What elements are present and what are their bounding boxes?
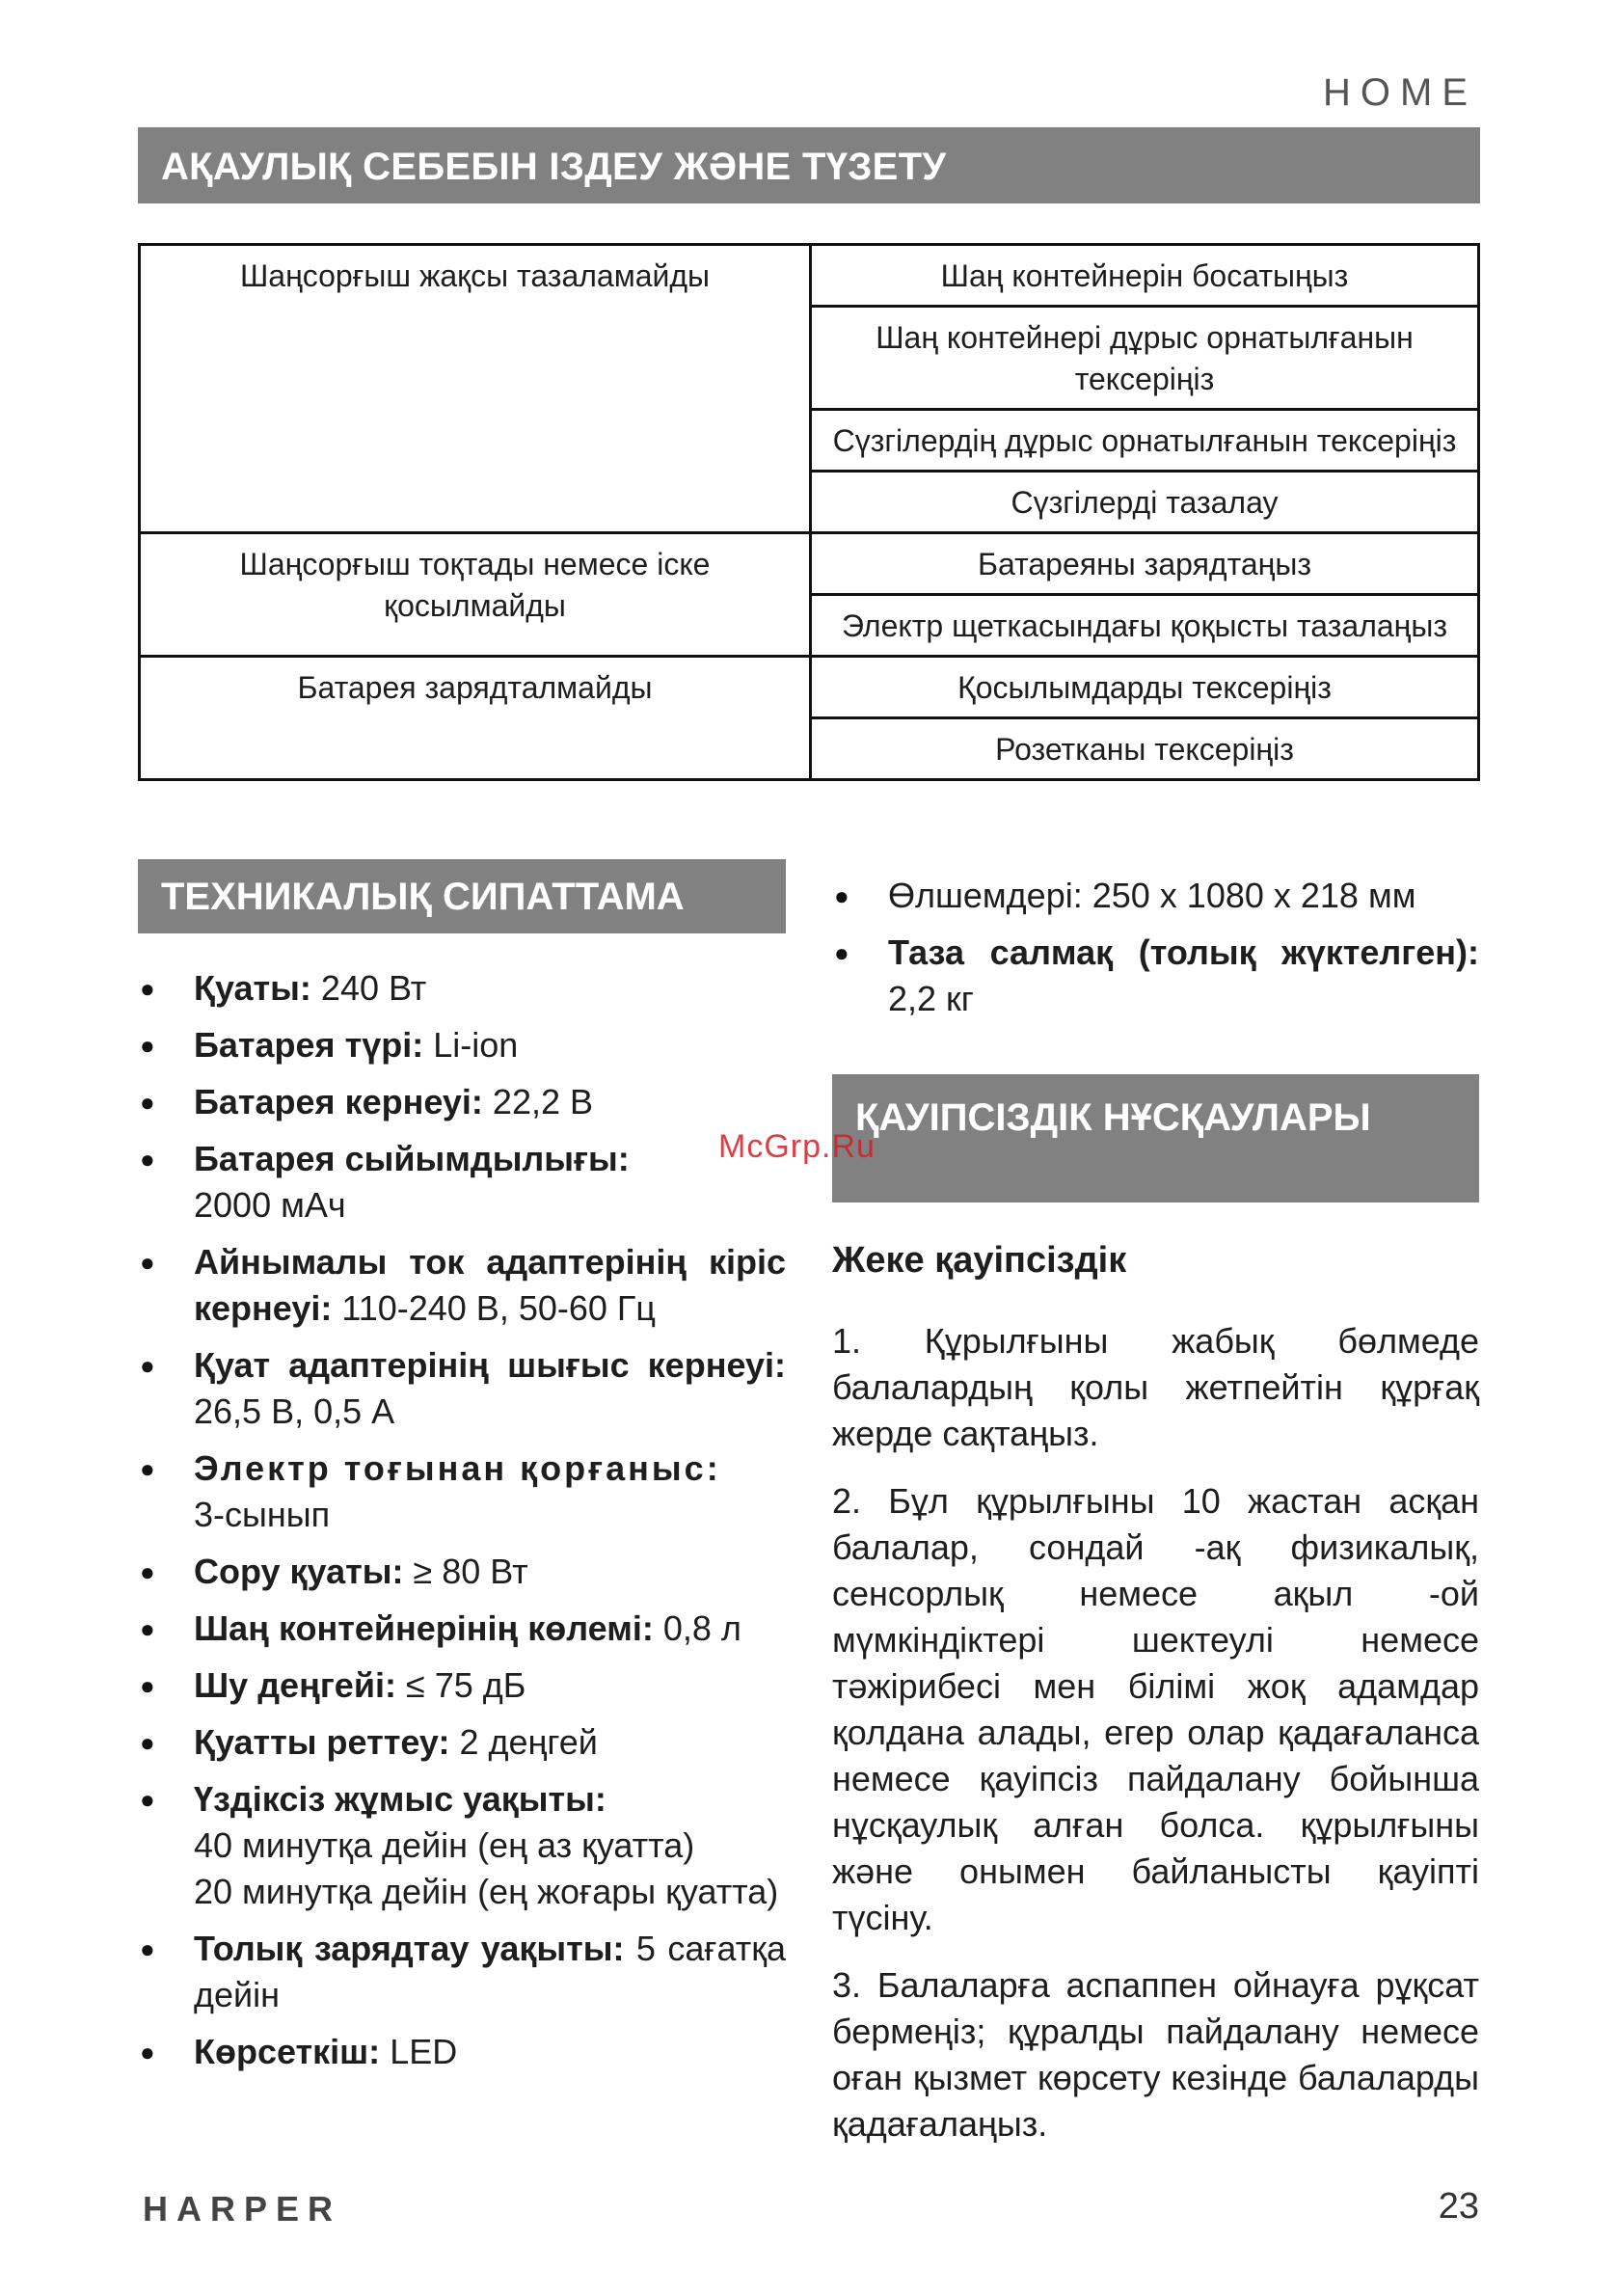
spec-value: 2,2 кг [888,979,974,1018]
spec-label: Қуат адаптерінің шығыс кернеуі: [194,1345,786,1385]
spec-value: ≥ 80 Вт [413,1552,528,1591]
solution-cell: Шаң контейнері дұрыс орнатылғанын тексеріңіз [811,307,1479,410]
spec-item [138,1776,786,1915]
spec-label: Толық зарядтау уақыты: [194,1929,625,1968]
spec-value: 0,8 л [662,1608,741,1648]
safety-paragraph: 2. Бұл құрылғыны 10 жастан асқан балалар, сондай -ақ физикалық, сенсорлық немесе ақыл -ой мүмкіндіктері шектеулі немесе тәжірибесі мен білімі жоқ адамдар қолдана алады, егер олар қадағаланса немесе қауіпсіз пайдалану бойынша нұсқаулық алған болса. құрылғыны және онымен байланысты қауіпті түсіну. [832,1481,1479,1937]
spec-value: 22,2 В [492,1082,594,1121]
spec-label: Қуатты реттеу: [194,1722,450,1762]
right-column [832,873,1479,1033]
table-row [140,533,1479,595]
spec-value: 2000 мАч [194,1185,346,1225]
spec-value: 240 Вт [320,968,427,1008]
spec-item [138,1926,786,2018]
home-logo: HOME [1323,71,1477,114]
safety-section [832,1237,1479,2169]
spec-value: 20 минутқа дейін (ең жоғары қуатта) [194,1872,779,1911]
troubleshooting-table [138,243,1480,781]
spec-item [138,1136,786,1229]
spec-item [138,1342,786,1435]
spec-label: Үздіксіз жұмыс уақыты: [194,1779,606,1819]
problem-cell: Батарея зарядталмайды [140,657,811,780]
solution-cell: Батареяны зарядтаңыз [811,533,1479,595]
spec-value: 3-сынып [194,1495,331,1534]
safety-paragraph: 3. Балаларға аспаппен ойнауға рұқсат бермеңіз; құралды пайдалану немесе оған қызмет көрсету кезінде балаларды қадағалаңыз. [832,1965,1479,2144]
spec-value: ≤ 75 дБ [405,1665,526,1705]
spec-label: Шу деңгейі: [194,1665,396,1705]
tech-specs-list [138,965,786,2086]
spec-label: Таза салмақ (толық жүктелген): [888,932,1479,972]
spec-value: 5 сағатқа дейін [194,1929,786,2014]
spec-value: LED [390,2032,458,2071]
solution-cell: Сүзгілерді тазалау [811,472,1479,533]
spec-item [832,930,1479,1022]
spec-item [138,1719,786,1766]
spec-label: Сору қуаты: [194,1552,404,1591]
spec-value: 40 минутқа дейін (ең аз қуатта) [194,1825,695,1865]
solution-cell: Электр щеткасындағы қоқысты тазалаңыз [811,595,1479,657]
tech-specs-title: ТЕХНИКАЛЫҚ СИПАТТАМА [138,859,786,933]
problem-cell: Шаңсорғыш жақсы тазаламайды [140,245,811,533]
spec-label: Электр тоғынан қорғаныс: [194,1448,721,1488]
spec-label: Қуаты: [194,968,311,1008]
watermark: McGrp.Ru [718,1128,876,1165]
solution-cell: Қосылымдарды тексеріңіз [811,657,1479,718]
spec-label: Шаң контейнерінің көлемі: [194,1608,654,1648]
spec-label: Батарея кернеуі: [194,1082,483,1121]
spec-item [138,1549,786,1595]
safety-paragraph: 1. Құрылғыны жабық бөлмеде балалардың қолы жетпейтін құрғақ жерде сақтаңыз. [832,1321,1479,1453]
spec-value: 110-240 В, 50-60 Гц [341,1288,657,1328]
spec-label: Өлшемдері: [888,876,1083,915]
page-number: 23 [1438,2186,1479,2227]
table-row [140,245,1479,307]
safety-subtitle: Жеке қауіпсіздік [832,1240,1127,1281]
spec-item [138,1022,786,1068]
spec-value: 2 деңгей [459,1722,598,1762]
spec-label: Батарея түрі: [194,1025,424,1065]
spec-item [138,1606,786,1652]
spec-label: Батарея сыйымдылығы: [194,1139,630,1178]
table-row [140,657,1479,718]
troubleshooting-title: АҚАУЛЫҚ СЕБЕБІН ІЗДЕУ ЖӘНЕ ТҮЗЕТУ [138,127,1480,203]
spec-value: 250 x 1080 x 218 мм [1091,876,1416,915]
spec-label: Көрсеткіш: [194,2032,381,2071]
spec-item [138,965,786,1012]
spec-label: Айнымалы ток адаптерінің кіріс кернеуі: [194,1242,786,1328]
spec-item [832,873,1479,919]
spec-item [138,1079,786,1125]
solution-cell: Розетканы тексеріңіз [811,718,1479,780]
spec-value: 26,5 В, 0,5 А [194,1391,395,1431]
problem-cell: Шаңсорғыш тоқтады немесе іске қосылмайды [140,533,811,657]
spec-item [138,2029,786,2075]
spec-value: Li-ion [433,1025,519,1065]
spec-item [138,1239,786,1332]
safety-title: ҚАУІПСІЗДІК НҰСҚАУЛАРЫ [832,1074,1479,1202]
spec-item [138,1445,786,1538]
spec-item [138,1662,786,1709]
solution-cell: Сүзгілердің дұрыс орнатылғанын тексеріңіз [811,410,1479,472]
solution-cell: Шаң контейнерін босатыңыз [811,245,1479,307]
footer-brand-logo: HARPER [143,2189,342,2228]
